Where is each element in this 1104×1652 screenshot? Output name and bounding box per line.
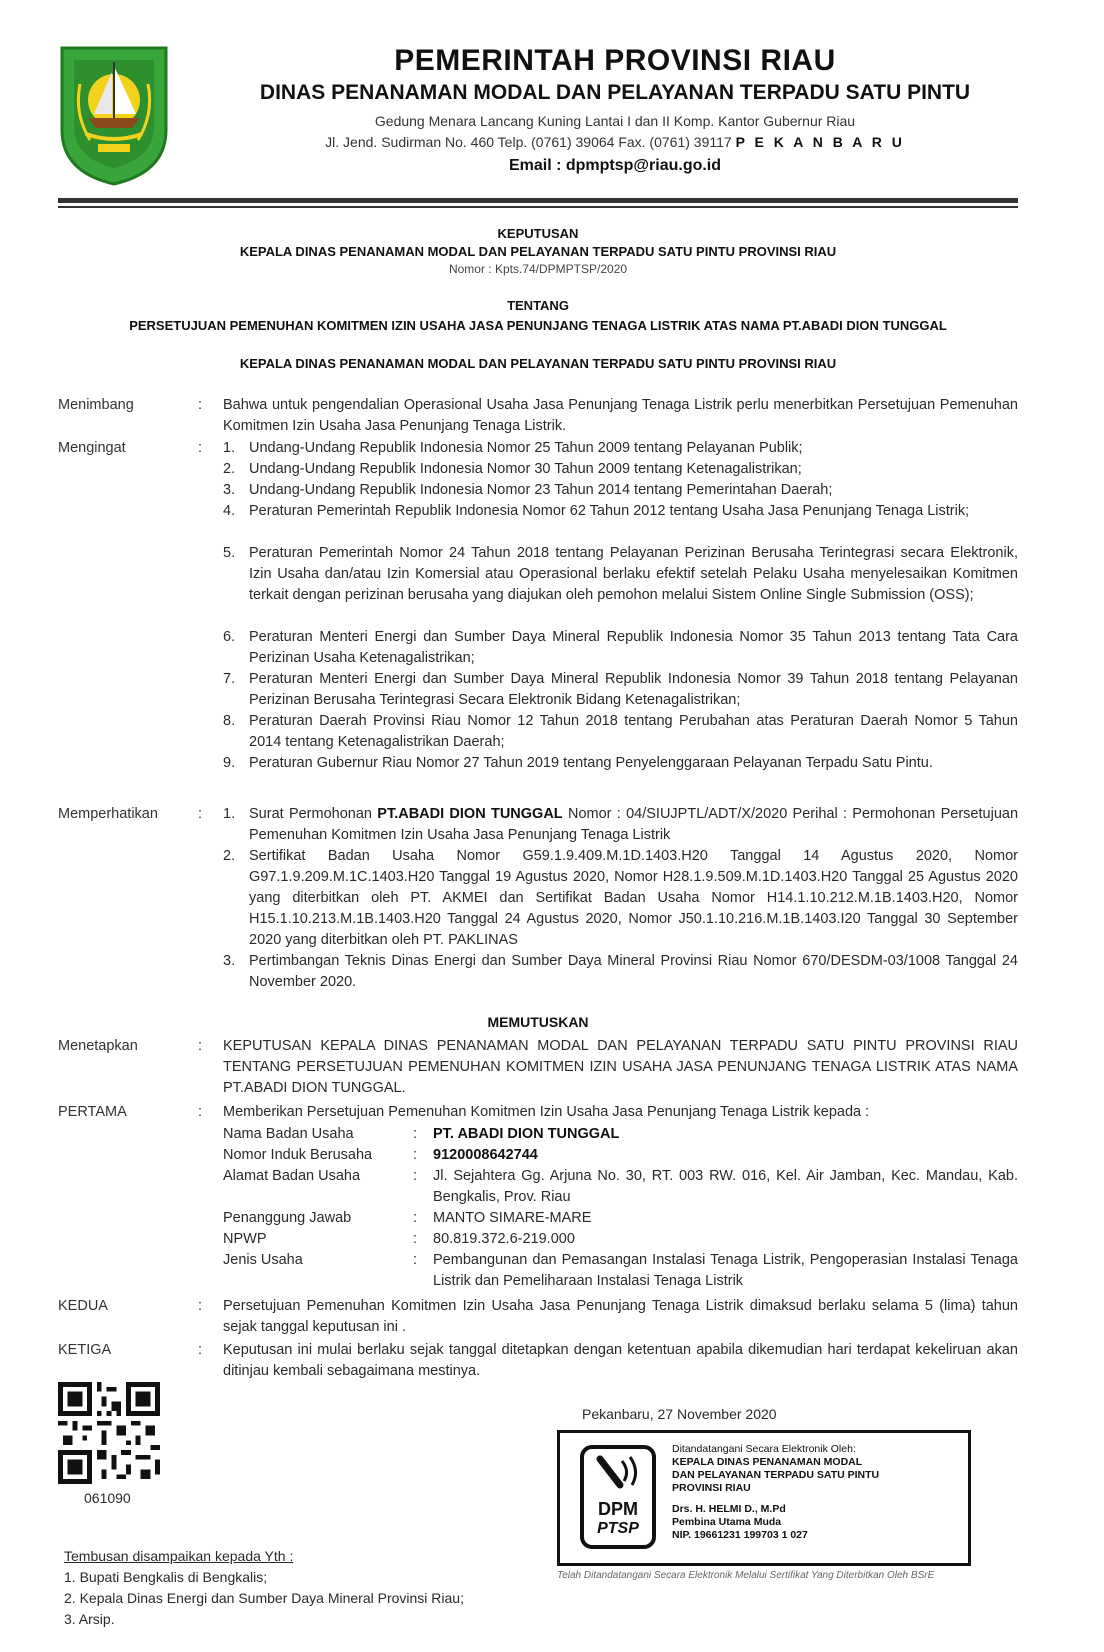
item-number: 1.: [223, 440, 236, 456]
item-text: Pertimbangan Teknis Dinas Energi dan Sumber Daya Mineral Provinsi Riau Nomor 670/DESDM-03/1008 Tanggal 24 November 2020.: [249, 953, 1018, 990]
cc-title: Tembusan disampaikan kepada Yth :: [64, 1548, 294, 1564]
menimbang-label: Menimbang: [58, 397, 134, 413]
list-item: [223, 753, 1018, 774]
colon: :: [413, 1210, 418, 1226]
colon: :: [198, 1298, 203, 1314]
colon: :: [413, 1252, 418, 1268]
field-label: Penanggung Jawab: [223, 1210, 352, 1226]
decree-issuer: KEPALA DINAS PENANAMAN MODAL DAN PELAYANAN TERPADU SATU PINTU PROVINSI RIAU: [239, 244, 837, 259]
list-item: [223, 543, 1018, 606]
item-text: Peraturan Gubernur Riau Nomor 27 Tahun 2019 tentang Penyelenggaraan Pelayanan Terpadu Satu Pintu.: [249, 755, 933, 771]
item-text: Undang-Undang Republik Indonesia Nomor 30 Tahun 2009 tentang Ketenagalistrikan;: [249, 461, 802, 477]
agency-name: DINAS PENANAMAN MODAL DAN PELAYANAN TERPADU SATU PINTU: [259, 81, 971, 104]
list-item: [223, 951, 1018, 993]
item-number: 9.: [223, 755, 236, 771]
item-number: 3.: [223, 953, 236, 969]
field-label: Nomor Induk Berusaha: [223, 1147, 373, 1163]
signatory-nip: NIP. 19661231 199703 1 027: [672, 1529, 808, 1541]
address-line-1: Gedung Menara Lancang Kuning Lantai I dan II Komp. Kantor Gubernur Riau: [374, 113, 856, 129]
field-row: [223, 1229, 1018, 1250]
pertama-text: Memberikan Persetujuan Pemenuhan Komitmen Izin Usaha Jasa Penunjang Tenaga Listrik kepada :: [223, 1104, 870, 1120]
tentang-heading: TENTANG: [507, 298, 569, 313]
list-item: [223, 804, 1018, 846]
list-item: [223, 711, 1018, 753]
kedua-label: KEDUA: [58, 1298, 108, 1314]
signatory-rank: Pembina Utama Muda: [672, 1516, 782, 1528]
cc-item: 2. Kepala Dinas Energi dan Sumber Daya Mineral Provinsi Riau;: [64, 1590, 464, 1606]
list-item: [223, 627, 1018, 669]
item-number: 2.: [223, 461, 236, 477]
item-text: Peraturan Menteri Energi dan Sumber Daya Mineral Republik Indonesia Nomor 39 Tahun 2018 tentang Pelayanan Perizinan Berusaha Terintegrasi Secara Elektronik Bidang Ketenagalistrikan;: [249, 671, 1018, 708]
list-item: [223, 669, 1018, 711]
stamp-text-dpm: DPM: [598, 1499, 638, 1519]
colon: :: [413, 1168, 418, 1184]
item-number: 4.: [223, 503, 236, 519]
pertama-label: PERTAMA: [58, 1104, 127, 1120]
ketiga-text: Keputusan ini mulai berlaku sejak tanggal ditetapkan dengan ketentuan apabila dikemudian hari terdapat kekeliruan akan ditinjau kembali sebagaimana mestinya.: [223, 1342, 1018, 1379]
field-value: 80.819.372.6-219.000: [433, 1231, 575, 1247]
field-label: Alamat Badan Usaha: [223, 1168, 361, 1184]
field-value: Pembangunan dan Pemasangan Instalasi Tenaga Listrik, Pengoperasian Instalasi Tenaga Listrik dan Pemeliharaan Instalasi Tenaga Listrik: [433, 1252, 1018, 1289]
item-text-pre: Surat Permohonan: [249, 806, 372, 822]
colon: :: [198, 1038, 203, 1054]
sig-line-2: KEPALA DINAS PENANAMAN MODAL: [672, 1456, 863, 1468]
field-row: [223, 1124, 1018, 1145]
signature-text: [672, 1443, 879, 1542]
cc-item: 3. Arsip.: [64, 1611, 115, 1627]
header-rule-thick: [58, 198, 1018, 203]
item-number: 6.: [223, 629, 236, 645]
ketiga-label: KETIGA: [58, 1342, 112, 1358]
org-name: PEMERINTAH PROVINSI RIAU: [394, 44, 836, 77]
field-label: Nama Badan Usaha: [223, 1126, 354, 1142]
colon: :: [413, 1231, 418, 1247]
item-text: Sertifikat Badan Usaha Nomor G59.1.9.409.M.1D.1403.H20 Tanggal 14 Agustus 2020, Nomor G97.1.9.209.M.1C.1403.H20 Tanggal 19 Agustus 2020, Nomor H28.1.9.509.M.1D.1403.H20 Tanggal 25 Agustus 2020 yang diterbitkan oleh PT. AKMEI dan Sertifikat Badan Usaha Nomor H14.1.10.212.M.1B.1403.H20, Nomor H15.1.10.213.M.1B.1403.H20 Tanggal 24 Agustus 2020, Nomor J50.1.10.216.M.1B.1403.I20 Tanggal 30 September 2020 yang diterbitkan oleh PT. PAKLINAS: [249, 848, 1018, 948]
field-label: NPWP: [223, 1231, 267, 1247]
menetapkan-text: KEPUTUSAN KEPALA DINAS PENANAMAN MODAL DAN PELAYANAN TERPADU SATU PINTU PROVINSI RIAU TENTANG PERSETUJUAN PEMENUHAN KOMITMEN IZIN USAHA JASA PENUNJANG TENAGA LISTRIK ATAS NAMA PT.ABADI DION TUNGGAL.: [223, 1038, 1018, 1096]
dpmptsp-stamp-icon: [580, 1445, 656, 1549]
item-text: Undang-Undang Republik Indonesia Nomor 25 Tahun 2009 tentang Pelayanan Publik;: [249, 440, 803, 456]
item-number: 5.: [223, 545, 236, 561]
item-text: [249, 804, 1018, 846]
item-number: 8.: [223, 713, 236, 729]
letterhead: [190, 44, 1040, 178]
city: P E K A N B A R U: [735, 134, 905, 150]
item-text: Peraturan Menteri Energi dan Sumber Daya Mineral Republik Indonesia Nomor 35 Tahun 2013 tentang Tata Cara Perizinan Usaha Ketenagalistrikan;: [249, 629, 1018, 666]
signature-note: Telah Ditandatangani Secara Elektronik Melalui Sertifikat Yang Diterbitkan Oleh BSrE: [557, 1570, 935, 1581]
qr-code-icon: [58, 1382, 160, 1484]
field-value: PT. ABADI DION TUNGGAL: [433, 1126, 620, 1142]
menetapkan-label: Menetapkan: [58, 1038, 138, 1054]
sig-line-1: Ditandatangani Secara Elektronik Oleh:: [672, 1443, 856, 1455]
field-value: 9120008642744: [433, 1147, 538, 1163]
decree-issuer-2: KEPALA DINAS PENANAMAN MODAL DAN PELAYANAN TERPADU SATU PINTU PROVINSI RIAU: [239, 356, 837, 371]
field-row: [223, 1208, 1018, 1229]
colon: :: [413, 1147, 418, 1163]
cc-item: 1. Bupati Bengkalis di Bengkalis;: [64, 1569, 268, 1585]
sig-line-4: PROVINSI RIAU: [672, 1482, 751, 1494]
field-value: Jl. Sejahtera Gg. Arjuna No. 30, RT. 003 RW. 016, Kel. Air Jamban, Kec. Mandau, Kab. Bengkalis, Prov. Riau: [433, 1168, 1018, 1205]
address-text: Jl. Jend. Sudirman No. 460 Telp. (0761) 39064 Fax. (0761) 39117: [325, 134, 732, 150]
item-text: Peraturan Pemerintah Nomor 24 Tahun 2018 tentang Pelayanan Perizinan Berusaha Terintegrasi secara Elektronik, Izin Usaha dan/atau Izin Komersial atau Operasional berlaku efektif setelah Pelaku Usaha menyelesaikan Komitmen terkait dengan perizinan berusaha yang diajukan oleh pemohon melalui Sistem Online Single Submission (OSS);: [249, 545, 1018, 603]
sig-line-3: DAN PELAYANAN TERPADU SATU PINTU: [672, 1469, 880, 1481]
item-text-post: Nomor : 04/SIUJPTL/ADT/X/2020 Perihal : Permohonan Persetujuan Pemenuhan Komitmen Izin Usaha Jasa Penunjang Tenaga Listrik: [249, 806, 1019, 843]
company-name: PT.ABADI DION TUNGGAL: [377, 806, 563, 822]
place-date: Pekanbaru, 27 November 2020: [582, 1406, 777, 1422]
memperhatikan-label: Memperhatikan: [58, 806, 158, 822]
colon: :: [198, 1104, 203, 1120]
decree-number: Nomor : Kpts.74/DPMPTSP/2020: [448, 262, 628, 276]
stamp-text-ptsp: PTSP: [597, 1520, 639, 1537]
field-row: [223, 1250, 1018, 1292]
field-value: MANTO SIMARE-MARE: [433, 1210, 592, 1226]
item-text: Undang-Undang Republik Indonesia Nomor 23 Tahun 2014 tentang Pemerintahan Daerah;: [249, 482, 833, 498]
item-number: 2.: [223, 848, 236, 864]
signatory-name: Drs. H. HELMI D., M.Pd: [672, 1503, 786, 1515]
colon: :: [198, 440, 203, 456]
list-item: [223, 438, 1018, 459]
electronic-signature-box: [557, 1430, 971, 1566]
colon: :: [198, 806, 203, 822]
menimbang-text: Bahwa untuk pengendalian Operasional Usaha Jasa Penunjang Tenaga Listrik perlu menerbitkan Persetujuan Pemenuhan Komitmen Izin Usaha Jasa Penunjang Tenaga Listrik.: [223, 397, 1018, 434]
item-text: Peraturan Pemerintah Republik Indonesia Nomor 62 Tahun 2012 tentang Usaha Jasa Penunjang Tenaga Listrik;: [249, 503, 970, 519]
address-line-2: [190, 132, 1040, 152]
list-item: [223, 501, 1018, 522]
field-row: [223, 1145, 1018, 1166]
decree-heading: KEPUTUSAN: [497, 226, 579, 241]
list-item: [223, 459, 1018, 480]
decree-subject: PERSETUJUAN PEMENUHAN KOMITMEN IZIN USAHA JASA PENUNJANG TENAGA LISTRIK ATAS NAMA PT.ABADI DION TUNGGAL: [129, 318, 947, 333]
field-row: [223, 1166, 1018, 1208]
list-item: [223, 480, 1018, 501]
kedua-text: Persetujuan Pemenuhan Komitmen Izin Usaha Jasa Penunjang Tenaga Listrik dimaksud berlaku selama 5 (lima) tahun sejak tanggal keputusan ini .: [223, 1298, 1018, 1335]
colon: :: [198, 1342, 203, 1358]
mengingat-label: Mengingat: [58, 440, 126, 456]
list-item: [223, 846, 1018, 951]
qr-code-number: 061090: [84, 1490, 131, 1506]
colon: :: [413, 1126, 418, 1142]
item-number: 3.: [223, 482, 236, 498]
field-label: Jenis Usaha: [223, 1252, 303, 1268]
riau-province-emblem: [58, 44, 170, 188]
header-rule-thin: [58, 206, 1018, 208]
item-text: Peraturan Daerah Provinsi Riau Nomor 12 Tahun 2018 tentang Perubahan atas Peraturan Daerah Nomor 5 Tahun 2014 tentang Ketenagalistrikan Daerah;: [249, 713, 1018, 750]
carbon-copy-list: [64, 1546, 464, 1630]
email: Email : dpmptsp@riau.go.id: [508, 157, 722, 174]
item-number: 1.: [223, 806, 236, 822]
colon: :: [198, 397, 203, 413]
item-number: 7.: [223, 671, 236, 687]
memutuskan-heading: MEMUTUSKAN: [487, 1014, 589, 1030]
